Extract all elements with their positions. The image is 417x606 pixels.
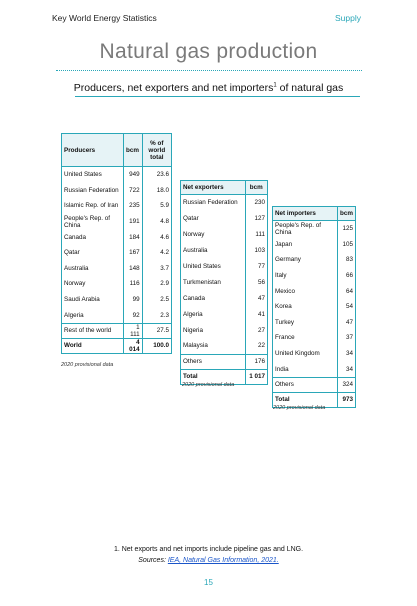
row-label: Algeria xyxy=(64,311,84,319)
row-label: Germany xyxy=(275,256,301,264)
row-label: Korea xyxy=(275,303,292,311)
row-label: World xyxy=(62,338,124,353)
cell-value: 127 xyxy=(245,211,267,227)
row-label: Rest of the world xyxy=(62,323,124,338)
row-label: Algeria xyxy=(183,310,203,318)
row-label: Qatar xyxy=(183,215,199,223)
cell-value: 167 xyxy=(124,245,143,261)
row-label: Norway xyxy=(183,231,205,239)
cell-value: 27 xyxy=(245,322,267,338)
sources-label: Sources: xyxy=(138,557,168,564)
cell-value: 176 xyxy=(245,354,267,369)
table-row xyxy=(273,221,356,237)
sources-line xyxy=(0,557,417,564)
cell-value: 191 xyxy=(124,214,143,230)
column-header: Net exporters xyxy=(181,181,246,195)
column-header: Net importers xyxy=(273,207,338,221)
table-row xyxy=(181,227,268,243)
cell-value: 22 xyxy=(245,338,267,354)
table-row xyxy=(62,276,172,292)
table-header-row xyxy=(62,134,172,167)
cell-value: 235 xyxy=(124,198,143,214)
cell-value: 4.2 xyxy=(142,245,171,261)
cell-value: 77 xyxy=(245,259,267,275)
cell-value: 54 xyxy=(338,299,356,315)
table-row xyxy=(273,346,356,362)
row-label: United States xyxy=(64,171,102,179)
row-label: Canada xyxy=(64,233,87,241)
cell-value: 184 xyxy=(124,229,143,245)
cell-value: 47 xyxy=(338,315,356,331)
table-row xyxy=(181,306,268,322)
column-header: Producers xyxy=(62,134,124,167)
cell-value: 125 xyxy=(338,221,356,237)
row-label: Islamic Rep. of Iran xyxy=(64,202,119,210)
cell-value: 722 xyxy=(124,183,143,199)
table-row xyxy=(62,198,172,214)
row-label: Turkmenistan xyxy=(183,278,221,286)
cell-value: 64 xyxy=(338,283,356,299)
subtitle-suffix: of natural gas xyxy=(276,82,344,94)
producers-note: 2020 provisional data xyxy=(61,362,114,368)
table-row xyxy=(181,322,268,338)
net-exporters-table xyxy=(180,180,268,385)
exporters-note: 2020 provisional data xyxy=(182,382,235,388)
cell-value: 100.0 xyxy=(142,338,171,353)
column-header: bcm xyxy=(245,181,267,195)
table-row xyxy=(62,261,172,277)
row-label: Italy xyxy=(275,272,287,280)
row-label: Russian Federation xyxy=(64,186,119,194)
column-header: bcm xyxy=(338,207,356,221)
row-label: Nigeria xyxy=(183,326,203,334)
subtotal-row xyxy=(62,323,172,338)
cell-value: 148 xyxy=(124,261,143,277)
cell-value: 37 xyxy=(338,330,356,346)
cell-value: 1 111 xyxy=(124,323,143,338)
table-row xyxy=(62,292,172,308)
row-label: Japan xyxy=(275,240,293,248)
row-label: Mexico xyxy=(275,287,295,295)
table-row xyxy=(181,338,268,354)
row-label: Total xyxy=(273,392,338,407)
cell-value: 34 xyxy=(338,346,356,362)
subtotal-row xyxy=(181,354,268,369)
table-row xyxy=(273,361,356,377)
table-header-row xyxy=(273,207,356,221)
row-label: Canada xyxy=(183,294,206,302)
row-label: India xyxy=(275,365,289,373)
producers-table xyxy=(61,133,172,354)
row-label: United Kingdom xyxy=(275,350,320,358)
cell-value: 116 xyxy=(124,276,143,292)
cell-value: 111 xyxy=(245,227,267,243)
table-row xyxy=(273,283,356,299)
importers-note: 2020 provisional data xyxy=(273,405,326,411)
cell-value: 4 014 xyxy=(124,338,143,353)
net-importers-table xyxy=(272,206,356,408)
cell-value: 4.8 xyxy=(142,214,171,230)
page-title: Natural gas production xyxy=(99,40,318,63)
cell-value: 2.3 xyxy=(142,307,171,323)
cell-value: 230 xyxy=(245,195,267,211)
footnote: 1. Net exports and net imports include pipeline gas and LNG. xyxy=(113,546,304,553)
row-label: Australia xyxy=(64,264,89,272)
section-label: Supply xyxy=(335,13,361,23)
row-label: Turkey xyxy=(275,318,295,326)
table-header-row xyxy=(181,181,268,195)
page-number: 15 xyxy=(204,578,213,587)
table-row xyxy=(273,268,356,284)
title-divider xyxy=(56,70,362,71)
column-header: bcm xyxy=(124,134,143,167)
row-label: Australia xyxy=(183,247,208,255)
cell-value: 27.5 xyxy=(142,323,171,338)
subtotal-row xyxy=(273,377,356,392)
sources-link[interactable]: IEA, Natural Gas Information, 2021. xyxy=(167,557,279,564)
cell-value: 2.5 xyxy=(142,292,171,308)
cell-value: 83 xyxy=(338,252,356,268)
row-label: Total xyxy=(181,369,246,384)
row-label: People's Rep. of China xyxy=(64,214,111,229)
cell-value: 66 xyxy=(338,268,356,284)
table-row xyxy=(62,307,172,323)
cell-value: 3.7 xyxy=(142,261,171,277)
table-row xyxy=(181,290,268,306)
table-row xyxy=(273,237,356,253)
cell-value: 949 xyxy=(124,167,143,183)
table-row xyxy=(273,299,356,315)
cell-value: 34 xyxy=(338,361,356,377)
row-label: France xyxy=(275,334,295,342)
cell-value: 973 xyxy=(338,392,356,407)
document-header-title: Key World Energy Statistics xyxy=(52,13,157,23)
cell-value: 56 xyxy=(245,274,267,290)
cell-value: 4.6 xyxy=(142,229,171,245)
row-label: Norway xyxy=(64,280,86,288)
footnote-marker: 1 xyxy=(273,82,277,89)
cell-value: 105 xyxy=(338,237,356,253)
row-label: People's Rep. of China xyxy=(275,221,322,236)
row-label: Others xyxy=(181,354,246,369)
row-label: Qatar xyxy=(64,249,80,257)
cell-value: 18.0 xyxy=(142,183,171,199)
cell-value: 324 xyxy=(338,377,356,392)
row-label: Malaysia xyxy=(183,342,208,350)
table-row xyxy=(62,245,172,261)
cell-value: 41 xyxy=(245,306,267,322)
cell-value: 92 xyxy=(124,307,143,323)
page-subtitle xyxy=(0,82,417,94)
cell-value: 23.6 xyxy=(142,167,171,183)
table-row xyxy=(181,259,268,275)
row-label: United States xyxy=(183,263,221,270)
table-row xyxy=(273,315,356,331)
total-row xyxy=(62,338,172,353)
cell-value: 99 xyxy=(124,292,143,308)
table-row xyxy=(181,274,268,290)
table-row xyxy=(62,229,172,245)
row-label: Russian Federation xyxy=(183,199,238,207)
table-row xyxy=(181,243,268,259)
table-row xyxy=(181,195,268,211)
row-label: Saudi Arabia xyxy=(64,296,100,304)
subtitle-divider xyxy=(75,96,360,97)
table-row xyxy=(273,252,356,268)
cell-value: 103 xyxy=(245,243,267,259)
table-row xyxy=(62,183,172,199)
table-row xyxy=(273,330,356,346)
cell-value: 5.9 xyxy=(142,198,171,214)
table-row xyxy=(62,214,172,230)
table-row xyxy=(62,167,172,183)
cell-value: 2.9 xyxy=(142,276,171,292)
cell-value: 1 017 xyxy=(245,369,267,384)
table-row xyxy=(181,211,268,227)
column-header: % of world total xyxy=(142,134,171,167)
row-label: Others xyxy=(273,377,338,392)
subtitle-text: Producers, net exporters and net importers xyxy=(73,82,274,94)
cell-value: 47 xyxy=(245,290,267,306)
